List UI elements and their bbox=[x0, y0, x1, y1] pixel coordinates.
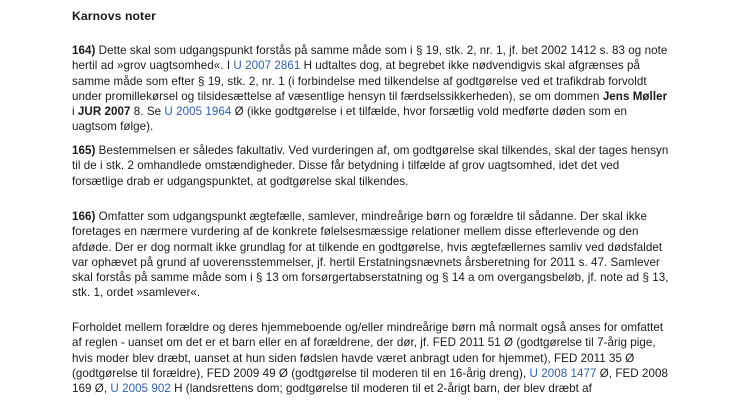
journal-reference: JUR 2007 bbox=[77, 105, 131, 119]
reference-link-u-2007-2861[interactable]: U 2007 2861 bbox=[233, 59, 301, 73]
note-166-continued bbox=[72, 320, 672, 396]
note-text: 8. Se bbox=[130, 105, 165, 119]
paragraph-text: Forholdet mellem forældre og deres hjemmeboende og/eller mindreårige børn må normalt også anses for omfattet af reglen - uanset om det er et barn eller en af forældrene, der dør, jf. FED 2011 51 Ø (godtgørelse til 7-årig pige, hvis moder blev dræbt, uanset at hun siden fødslen havde været anbragt uden for hjemmet), FED 2011 35 Ø (godtgørelse til forældre), FED 2009 49 Ø (godtgørelse til moderen til en 16-årig dreng), bbox=[72, 321, 664, 380]
reference-link-u-2005-902[interactable]: U 2005 902 bbox=[110, 382, 171, 396]
reference-link-u-2005-1964[interactable]: U 2005 1964 bbox=[164, 105, 232, 119]
note-text: H udtaltes dog, at begrebet ikke nødvendigvis skal afgrænses på samme måde som efter § 19, stk. 2, nr. 1 (i forbindelse med tilkendelse af godtgørelse ved et trafikdrab forvoldt under promillekørsel og tilsidesættelse af væsentlige hensyn til færdselssikkerheden), se om dommen bbox=[72, 59, 647, 103]
note-text: Bestemmelsen er således fakultativ. Ved vurderingen af, om godtgørelse skal tilkendes, skal der tages hensyn til de i stk. 2 omhandlede omstændigheder. Disse får betydning i tilfælde af grov uagtsomhed, idet det ved forsætlige drab er udgangspunktet, at godtgørelse skal tilkendes. bbox=[72, 144, 669, 188]
note-text: Ø (ikke godtgørelse i et tilfælde, hvor forsætlig vold medførte døden som en uagtsom følge). bbox=[72, 105, 627, 134]
note-text: i bbox=[72, 105, 78, 119]
paragraph-text: Ø, FED 2008 169 Ø, bbox=[72, 366, 668, 396]
note-164 bbox=[72, 43, 672, 135]
note-number: 165) bbox=[72, 144, 96, 157]
note-text: Omfatter som udgangspunkt ægtefælle, samlever, mindreårige børn og forældre til sådanne. Der skal ikke foretages en nærmere vurdering af de konkrete følelsesmæssige relationer mellem disse efterlevende og den afdøde. Der er dog normalt ikke grundlag for at tilkende en godtgørelse, hvis ægtefællernes samliv ved dødsfaldet var ophævet på grund af uoverensstemmelser, jf. hertil Erstatningsnævnets årsberetning for 2011 s. 47. Samlever skal forstås på samme måde som i § 13 om forsørgertabserstatning og § 14 a om overgangsbeløb, jf. note ad § 13, stk. 1, ordet »samlever«. bbox=[72, 210, 669, 300]
note-166 bbox=[72, 209, 672, 301]
paragraph-text: H (landsrettens dom; godtgørelse til moderen til et 2-årigt barn, der blev dræbt af bbox=[170, 382, 592, 396]
author-name: Jens Møller bbox=[602, 89, 668, 103]
note-number: 164) bbox=[72, 44, 96, 57]
note-165 bbox=[72, 143, 672, 189]
reference-link-u-2008-1477[interactable]: U 2008 1477 bbox=[529, 366, 597, 380]
note-number: 166) bbox=[72, 210, 96, 223]
note-text: Dette skal som udgangspunkt forstås på samme måde som i § 19, stk. 2, nr. 1, jf. bet 2002 1412 s. 83 og note hertil ad »grov uagtsomhed«. I bbox=[72, 44, 668, 73]
page-title: Karnovs noter bbox=[72, 9, 156, 23]
